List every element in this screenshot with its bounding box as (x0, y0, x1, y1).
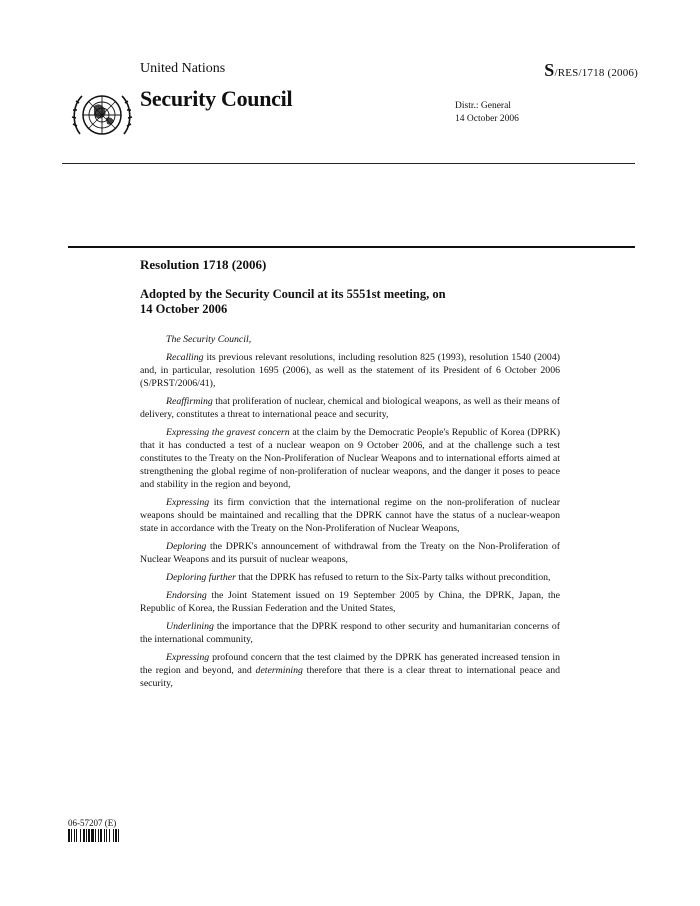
preamble-paragraph: Expressing profound concern that the test claimed by the DPRK has generated increased tension in the region and beyond, and determining therefore that there is a clear threat to international peace and security, (140, 652, 560, 689)
preamble-paragraph: Deploring further that the DPRK has refused to return to the Six-Party talks without precondition, (166, 572, 551, 583)
document-date: 14 October 2006 (455, 114, 519, 124)
preamble-paragraph: Recalling its previous relevant resolutions, including resolution 825 (1993), resolution 1540 (2004) and, in particular, resolution 1695 (2006), as well as the statement of its President of 6 October 2006 (S/PRST/2006/41), (140, 352, 560, 389)
job-number: 06-57207 (E) (68, 818, 117, 828)
un-emblem-icon (70, 88, 134, 142)
adoption-statement (140, 287, 560, 317)
preamble-paragraph: Expressing its firm conviction that the international regime on the non-proliferation of nuclear weapons should be maintained and recalling that the DPRK cannot have the status of a nuclear-weapon state in accordance with the Treaty on the Non-Proliferation of Nuclear Weapons, (140, 497, 560, 534)
header-rule (62, 163, 635, 164)
preamble-opening: The Security Council, (166, 334, 252, 345)
preamble-paragraph: Expressing the gravest concern at the claim by the Democratic People's Republic of Korea (DPRK) that it has conducted a test of a nuclear weapon on 9 October 2006, and at the challenge such a test constitutes to the Treaty on the Non-Proliferation of Nuclear Weapons and to international efforts aimed at strengthening the global regime of non-proliferation of nuclear weapons, and the danger it poses to peace and stability in the region and beyond, (140, 427, 560, 490)
symbol-rest: /RES/1718 (2006) (554, 67, 638, 79)
title-rule (68, 246, 635, 248)
adoption-line-1: Adopted by the Security Council at its 5551st meeting, on (140, 287, 446, 301)
preamble-body (140, 333, 560, 695)
resolution-title: Resolution 1718 (2006) (140, 257, 267, 272)
organ-title: Security Council (140, 86, 293, 111)
preamble-paragraph: Deploring the DPRK's announcement of withdrawal from the Treaty on the Non-Proliferation of Nuclear Weapons and its pursuit of nuclear weapons, (140, 541, 560, 565)
organization-name: United Nations (140, 61, 226, 76)
adoption-line-2: 14 October 2006 (140, 302, 228, 316)
document-symbol (544, 60, 638, 81)
distribution-label: Distr.: General (455, 101, 511, 111)
preamble-paragraph: Underlining the importance that the DPRK respond to other security and humanitarian concerns of the international community, (140, 621, 560, 645)
preamble-paragraph: Endorsing the Joint Statement issued on 19 September 2005 by China, the DPRK, Japan, the Republic of Korea, the Russian Federation and the United States, (140, 590, 560, 614)
barcode-icon (68, 829, 158, 842)
symbol-prefix: S (544, 60, 555, 80)
distribution-block (455, 100, 519, 126)
preamble-paragraph: Reaffirming that proliferation of nuclear, chemical and biological weapons, as well as their means of delivery, constitutes a threat to international peace and security, (140, 396, 560, 420)
